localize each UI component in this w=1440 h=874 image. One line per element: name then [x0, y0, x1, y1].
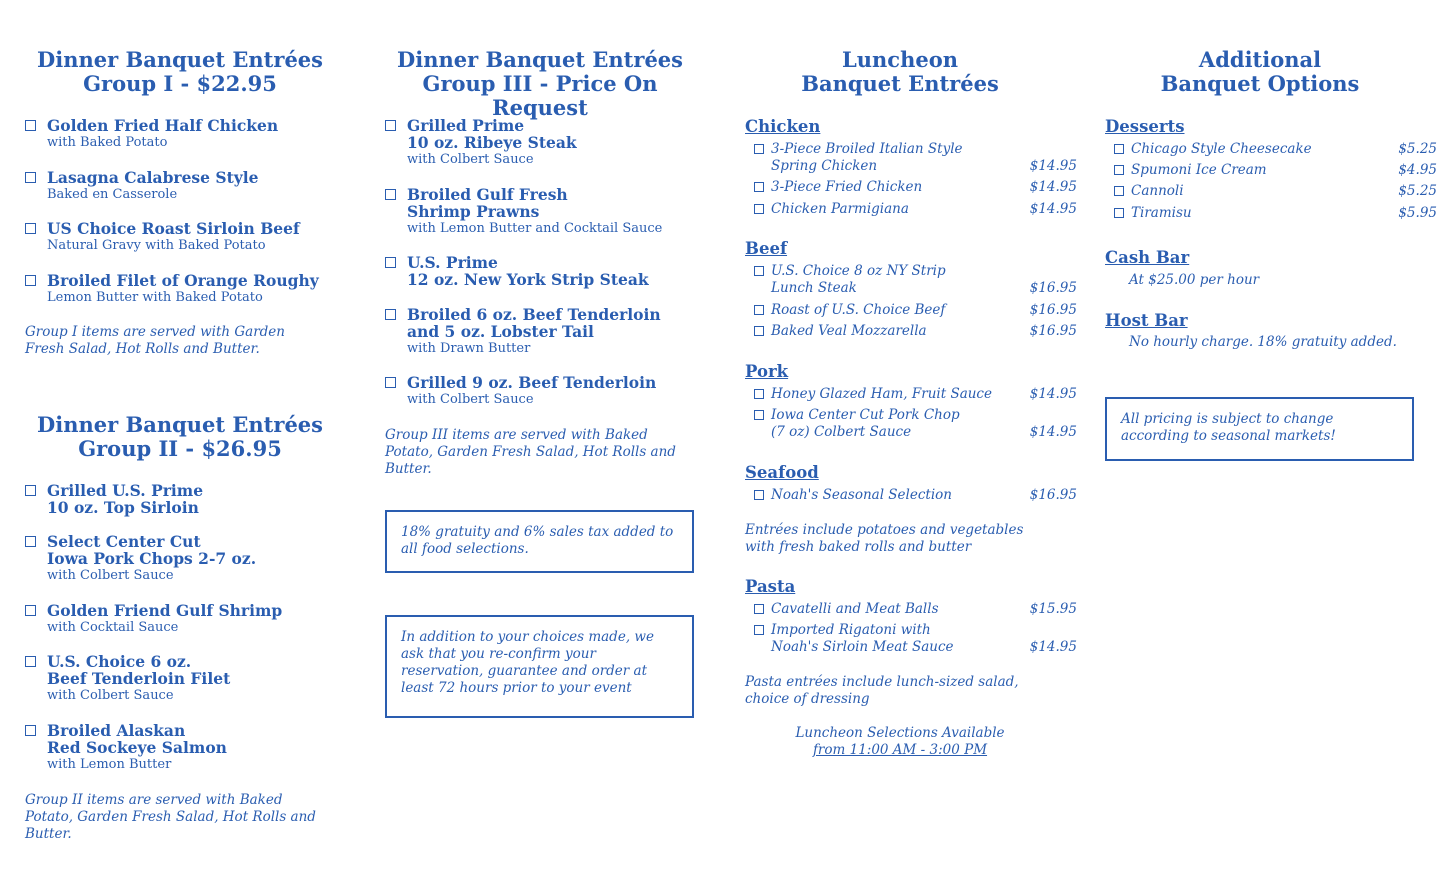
category-chicken: Chicken: [745, 117, 821, 136]
category-pasta: Pasta: [745, 577, 796, 596]
list-item: Broiled Filet of Orange Roughy Lemon Butter with Baked Potato: [25, 272, 357, 306]
checkbox-icon[interactable]: [1114, 165, 1124, 175]
price: $16.95: [1029, 487, 1077, 503]
group1-title: Dinner Banquet Entrées Group I - $22.95: [37, 47, 323, 96]
checkbox-icon[interactable]: [754, 604, 764, 614]
price: $5.95: [1398, 205, 1437, 221]
pricing-notice: All pricing is subject to change according to seasonal markets!: [1105, 397, 1414, 461]
group3-title: Dinner Banquet Entrées Group III - Price On Request: [397, 47, 683, 120]
category-seafood: Seafood: [745, 463, 819, 482]
additional-title: Additional Banquet Options: [1160, 47, 1360, 96]
group2-note: Group II items are served with Baked Potato, Garden Fresh Salad, Hot Rolls and Butter.: [25, 792, 316, 842]
checkbox-icon[interactable]: [25, 725, 36, 736]
host-bar-text: No hourly charge. 18% gratuity added.: [1129, 334, 1397, 350]
category-cash-bar: Cash Bar: [1105, 248, 1190, 267]
checkbox-icon[interactable]: [754, 266, 764, 276]
checkbox-icon[interactable]: [385, 377, 396, 388]
list-item: Grilled 9 oz. Beef Tenderloin with Colbert Sauce: [385, 374, 717, 408]
price: $5.25: [1398, 141, 1437, 157]
price: $14.95: [1029, 424, 1077, 440]
list-item: Iowa Center Cut Pork Chop (7 oz) Colbert Sauce $14.95: [745, 407, 1077, 441]
price: $14.95: [1029, 179, 1077, 195]
list-item: Chicken Parmigiana $14.95: [745, 201, 1077, 218]
price: $14.95: [1029, 639, 1077, 655]
list-item: Lasagna Calabrese Style Baked en Casserole: [25, 169, 357, 203]
checkbox-icon[interactable]: [754, 625, 764, 635]
category-host-bar: Host Bar: [1105, 311, 1188, 330]
list-item: Baked Veal Mozzarella $16.95: [745, 323, 1077, 340]
list-item: Honey Glazed Ham, Fruit Sauce $14.95: [745, 386, 1077, 403]
checkbox-icon[interactable]: [754, 182, 764, 192]
cash-bar-text: At $25.00 per hour: [1129, 272, 1260, 288]
price: $16.95: [1029, 323, 1077, 339]
price: $14.95: [1029, 201, 1077, 217]
checkbox-icon[interactable]: [25, 605, 36, 616]
list-item: Imported Rigatoni with Noah's Sirloin Meat Sauce $14.95: [745, 622, 1077, 656]
list-item: U.S. Prime 12 oz. New York Strip Steak: [385, 254, 717, 288]
list-item: Broiled Gulf Fresh Shrimp Prawns with Lemon Butter and Cocktail Sauce: [385, 186, 717, 237]
checkbox-icon[interactable]: [385, 189, 396, 200]
group3-note: Group III items are served with Baked Potato, Garden Fresh Salad, Hot Rolls and Butter.: [385, 427, 676, 477]
group2-title: Dinner Banquet Entrées Group II - $26.95: [37, 412, 323, 461]
checkbox-icon[interactable]: [1114, 144, 1124, 154]
list-item: Grilled Prime 10 oz. Ribeye Steak with Colbert Sauce: [385, 117, 717, 168]
category-beef: Beef: [745, 239, 788, 258]
price: $4.95: [1398, 162, 1437, 178]
reconfirm-notice: In addition to your choices made, we ask that you re-confirm your reservation, guarantee and order at least 72 hours prior to your event: [385, 615, 694, 718]
checkbox-icon[interactable]: [754, 144, 764, 154]
checkbox-icon[interactable]: [754, 490, 764, 500]
list-item: Chicago Style Cheesecake $5.25: [1105, 141, 1437, 158]
list-item: Cannoli $5.25: [1105, 183, 1437, 200]
list-item: 3-Piece Broiled Italian Style Spring Chicken $14.95: [745, 141, 1077, 175]
checkbox-icon[interactable]: [754, 305, 764, 315]
checkbox-icon[interactable]: [25, 536, 36, 547]
list-item: Golden Friend Gulf Shrimp with Cocktail Sauce: [25, 602, 357, 636]
list-item: Roast of U.S. Choice Beef $16.95: [745, 302, 1077, 319]
availability-note: Luncheon Selections Available from 11:00 AM - 3:00 PM: [795, 725, 1005, 758]
checkbox-icon[interactable]: [754, 326, 764, 336]
list-item: U.S. Choice 6 oz. Beef Tenderloin Filet with Colbert Sauce: [25, 653, 357, 704]
checkbox-icon[interactable]: [25, 172, 36, 183]
group1-note: Group I items are served with Garden Fresh Salad, Hot Rolls and Butter.: [25, 324, 285, 357]
list-item: Spumoni Ice Cream $4.95: [1105, 162, 1437, 179]
entree-note: Entrées include potatoes and vegetables with fresh baked rolls and butter: [745, 522, 1024, 555]
price: $14.95: [1029, 158, 1077, 174]
price: $16.95: [1029, 302, 1077, 318]
list-item: U.S. Choice 8 oz NY Strip Lunch Steak $16.95: [745, 263, 1077, 297]
price: $5.25: [1398, 183, 1437, 199]
checkbox-icon[interactable]: [25, 485, 36, 496]
list-item: US Choice Roast Sirloin Beef Natural Gravy with Baked Potato: [25, 220, 357, 254]
pasta-note: Pasta entrées include lunch-sized salad, choice of dressing: [745, 674, 1019, 707]
price: $14.95: [1029, 386, 1077, 402]
price: $16.95: [1029, 280, 1077, 296]
list-item: Select Center Cut Iowa Pork Chops 2-7 oz. with Colbert Sauce: [25, 533, 357, 584]
checkbox-icon[interactable]: [385, 120, 396, 131]
list-item: Noah's Seasonal Selection $16.95: [745, 487, 1077, 504]
list-item: Cavatelli and Meat Balls $15.95: [745, 601, 1077, 618]
gratuity-notice: 18% gratuity and 6% sales tax added to all food selections.: [385, 510, 694, 573]
list-item: Broiled 6 oz. Beef Tenderloin and 5 oz. Lobster Tail with Drawn Butter: [385, 306, 717, 357]
price: $15.95: [1029, 601, 1077, 617]
checkbox-icon[interactable]: [25, 223, 36, 234]
list-item: Grilled U.S. Prime 10 oz. Top Sirloin: [25, 482, 357, 516]
category-pork: Pork: [745, 362, 789, 381]
checkbox-icon[interactable]: [1114, 208, 1124, 218]
checkbox-icon[interactable]: [25, 275, 36, 286]
luncheon-title: Luncheon Banquet Entrées: [801, 47, 999, 96]
checkbox-icon[interactable]: [25, 120, 36, 131]
list-item: Golden Fried Half Chicken with Baked Potato: [25, 117, 357, 151]
list-item: 3-Piece Fried Chicken $14.95: [745, 179, 1077, 196]
list-item: Tiramisu $5.95: [1105, 205, 1437, 222]
checkbox-icon[interactable]: [385, 257, 396, 268]
checkbox-icon[interactable]: [25, 656, 36, 667]
checkbox-icon[interactable]: [385, 309, 396, 320]
checkbox-icon[interactable]: [754, 410, 764, 420]
checkbox-icon[interactable]: [754, 204, 764, 214]
checkbox-icon[interactable]: [754, 389, 764, 399]
checkbox-icon[interactable]: [1114, 186, 1124, 196]
category-desserts: Desserts: [1105, 117, 1185, 136]
list-item: Broiled Alaskan Red Sockeye Salmon with Lemon Butter: [25, 722, 357, 773]
